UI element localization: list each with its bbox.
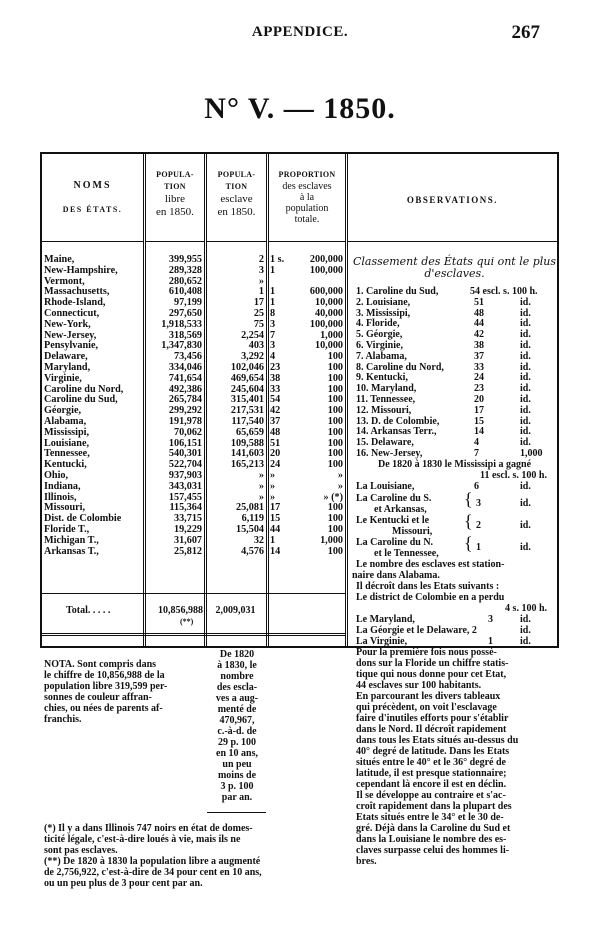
proportion-base: 40,000: [314, 307, 343, 319]
proportion-factor: 14: [270, 545, 281, 557]
proportion-base: 600,000: [309, 286, 343, 298]
nota-line: chies, ou nées de parents af-: [44, 703, 163, 714]
increase-line: en 10 ans,: [216, 748, 258, 759]
slave-population: »: [258, 469, 264, 481]
free-population: 25,812: [173, 545, 202, 557]
slave-population: 25,081: [235, 502, 264, 514]
proportion-factor: 7: [270, 329, 276, 341]
page-number: 267: [511, 22, 540, 43]
slave-population: 217,531: [230, 405, 264, 417]
slave-population: 75: [253, 318, 264, 330]
obs-decline-1: Le Maryland, 3 id.: [356, 613, 531, 625]
floride-line: Pour la première fois nous possé-: [356, 646, 497, 658]
tableaux-line: latitude, il est presque stationnaire;: [356, 767, 507, 779]
running-title: APPENDICE.: [251, 24, 349, 40]
proportion-factor: 1: [270, 297, 276, 309]
proportion-factor: 24: [270, 459, 281, 471]
proportion-base: 100: [327, 372, 343, 384]
increase-line: nombre: [220, 671, 254, 682]
slave-population: 6,119: [241, 513, 264, 525]
free-population: 19,229: [173, 523, 202, 535]
state-name: Indiana,: [44, 480, 81, 492]
free-population: 399,955: [168, 254, 202, 265]
state-name: Virginie,: [44, 372, 82, 384]
free-population: 299,292: [168, 405, 202, 417]
slave-population: 109,588: [230, 437, 264, 449]
increase-line: moins de: [217, 770, 257, 781]
obs-decroit: Il décroît dans les Etats suivants :: [356, 580, 500, 592]
free-population: 280,652: [168, 275, 202, 287]
state-name: Ohio,: [44, 469, 69, 481]
ranking-item: 1. Caroline du Sud, 54 escl. s. 100 h.: [356, 286, 538, 297]
slave-population: 165,213: [230, 459, 264, 471]
obs-paragraph-tableaux: [352, 691, 557, 867]
proportion-factor: 44: [270, 523, 281, 535]
header-observations: OBSERVATIONS.: [406, 195, 499, 205]
ranking-item: 16. New-Jersey, 7 1,000: [356, 447, 543, 459]
free-population: 106,151: [168, 437, 202, 449]
nota-note: [44, 659, 202, 725]
ranking-item: 4. Floride, 44 id.: [356, 318, 531, 330]
total-libre-note: (**): [180, 617, 194, 626]
page-title: N° V. — 1850.: [204, 92, 396, 125]
proportion-factor: 48: [270, 426, 281, 438]
proportion-factor: »: [270, 480, 276, 492]
footnote-line: ou un peu plus de 3 pour cent par an.: [44, 878, 203, 889]
obs-stationnaire-b: naire dans Alabama.: [352, 569, 440, 581]
slave-population: 17: [253, 297, 264, 309]
proportion-factor: 15: [270, 513, 281, 525]
ranking-item: 6. Virginie, 38 id.: [356, 339, 531, 351]
state-name: New-Hampshire,: [44, 264, 118, 276]
nota-line: sonnes de couleur affran-: [44, 692, 152, 703]
proportion-base: 100: [327, 426, 343, 438]
obs-group-1: La Louisiane, 6 id.: [356, 480, 531, 492]
slave-population: »: [258, 491, 264, 503]
free-population: 297,650: [168, 307, 202, 319]
floride-line: dons sur la Floride un chiffre statis-: [356, 657, 509, 669]
proportion-base: 100: [327, 405, 343, 417]
state-name: Connecticut,: [44, 307, 100, 319]
slave-population: 2,254: [241, 329, 264, 341]
state-name: Michigan T.,: [44, 534, 99, 546]
observations: [352, 256, 557, 867]
total-label: Total. . . . .: [66, 605, 111, 616]
tableaux-line: En parcourant les divers tableaux: [356, 690, 501, 702]
ranking-item: 3. Mississipi, 48 id.: [356, 307, 531, 319]
total-libre: 10,856,988: [158, 605, 203, 616]
esclave-column: [207, 255, 264, 557]
obs-stationnaire-a: Le nombre des esclaves est station-: [356, 558, 505, 570]
proportion-base: 100: [327, 448, 343, 460]
proportion-factor: 54: [270, 394, 281, 406]
total-esclave: 2,009,031: [215, 605, 256, 616]
footnote-population: [44, 856, 344, 889]
tableaux-line: bres.: [356, 855, 377, 867]
free-population: 1,347,830: [161, 340, 202, 352]
tableaux-line: qui précèdent, on voit l'esclavage: [356, 701, 497, 713]
increase-note: [208, 649, 266, 803]
state-name: Dist. de Colombie: [44, 513, 122, 525]
proportion-factor: »: [270, 491, 276, 503]
increase-line: à 1830, le: [217, 660, 257, 671]
proportion-base: 100,000: [309, 318, 343, 330]
proportion-factor: 42: [270, 405, 281, 417]
proportion-factor: 1 s.: [270, 254, 285, 265]
obs-group-2: La Caroline du S. et Arkansas, { 3 id.: [356, 488, 531, 515]
footnote-line: sont pas esclaves.: [44, 845, 118, 856]
state-name: Mississipi,: [44, 426, 90, 438]
free-population: 318,569: [168, 329, 202, 341]
state-name: Maryland,: [44, 361, 91, 373]
slave-population: 32: [253, 534, 264, 546]
tableaux-line: dans la Louisiane le nombre des es-: [356, 833, 507, 845]
proportion-base: 100: [327, 502, 343, 514]
free-population: 522,704: [168, 459, 202, 471]
free-population: 33,715: [173, 513, 202, 525]
header-pop-esclave: POPULA- TION esclave en 1850.: [217, 170, 256, 218]
observations-heading: Classement des États qui ont le plus d'esclaves.: [352, 255, 557, 280]
ranking-item: 9. Kentucki, 24 id.: [356, 372, 531, 384]
increase-line: 470,967,: [219, 715, 255, 726]
increase-line: un peu: [222, 759, 252, 770]
header-pop-libre: POPULA- TION libre en 1850.: [156, 170, 194, 218]
obs-decline-3: La Virginie, 1 id.: [356, 635, 531, 647]
footnote-line: de 2,756,922, c'est-à-dire de 34 pour cent en 10 ans,: [44, 867, 262, 878]
obs-decline-2: La Géorgie et le Delaware, 2 id.: [356, 624, 531, 636]
state-name: Tennessee,: [44, 448, 90, 460]
state-name: Géorgie,: [44, 405, 82, 417]
proportion-base: 100: [327, 415, 343, 427]
free-population: 157,455: [168, 491, 202, 503]
proportion-factor: 3: [270, 318, 276, 330]
obs-colombie-b: 4 s. 100 h.: [505, 602, 547, 614]
proportion-base: 1,000: [320, 329, 343, 341]
proportion-base: »: [337, 480, 343, 492]
slave-population: 245,604: [230, 383, 264, 395]
ranking-item: 7. Alabama, 37 id.: [356, 350, 531, 362]
tableaux-line: faire d'inutiles efforts pour s'établir: [356, 712, 509, 724]
proportion-factor: 37: [270, 415, 281, 427]
slave-population: 25: [253, 307, 264, 319]
free-population: 540,301: [168, 448, 202, 460]
increase-line: par an.: [221, 792, 253, 803]
obs-paragraph-floride: [352, 647, 557, 691]
proportion-base: 100: [327, 361, 343, 373]
proportion-factor: 20: [270, 448, 281, 460]
proportion-factor: 17: [270, 502, 281, 514]
states-column: [44, 255, 143, 557]
free-population: 343,031: [168, 480, 202, 492]
obs-group-3: Le Kentucki et le Missouri, { 2 id.: [356, 510, 531, 537]
proportion-base: 100: [327, 513, 343, 525]
proportion-factor: 1: [270, 534, 276, 546]
proportion-base: 200,000: [309, 254, 343, 265]
increase-line: 29 p. 100: [217, 737, 257, 748]
free-population: 492,386: [168, 383, 202, 395]
proportion-base: 100: [327, 394, 343, 406]
state-name: Arkansas T.,: [44, 545, 99, 557]
libre-column: [146, 255, 202, 557]
slave-population: 315,401: [230, 394, 264, 406]
tableaux-line: Etats situés entre le 34° et le 30 de-: [356, 811, 504, 823]
footnote-line: (**) De 1820 à 1830 la population libre a augmenté: [44, 856, 261, 867]
increase-line: ves a aug-: [215, 693, 259, 704]
footnote-line: ticité légale, c'est-à-dire loués à vie, mais ils ne: [44, 834, 241, 845]
proportion-factor-column: [270, 255, 294, 557]
state-name: New-York,: [44, 318, 91, 330]
state-name: Floride T.,: [44, 523, 90, 535]
tableaux-line: gré. Déjà dans la Caroline du Sud et: [356, 822, 511, 834]
slave-population: 102,046: [230, 361, 264, 373]
proportion-factor: 1: [270, 264, 276, 276]
obs-group-4: La Caroline du N. et le Tennessee, { 1 id.: [356, 532, 531, 559]
proportion-base: 100: [327, 437, 343, 449]
increase-line: menté de: [217, 704, 257, 715]
slave-population: 469,654: [230, 372, 264, 384]
state-name: Caroline du Sud,: [44, 394, 118, 406]
increase-line: De 1820: [219, 649, 255, 660]
tableaux-line: croît rapidement dans la plupart des: [356, 800, 512, 812]
free-population: 1,918,533: [161, 318, 202, 330]
slave-population: »: [258, 480, 264, 492]
proportion-base: 100: [327, 351, 343, 363]
proportion-factor: 51: [270, 437, 281, 449]
ranking-item: 14. Arkansas Terr., 14 id.: [356, 426, 531, 438]
proportion-base: 100: [327, 545, 343, 557]
slave-population: 117,540: [231, 415, 264, 427]
free-population: 70,062: [173, 426, 202, 438]
proportion-base: 100: [327, 459, 343, 471]
ranking-item: 11. Tennessee, 20 id.: [356, 393, 531, 405]
slave-population: 4,576: [241, 545, 264, 557]
obs-1820-b: 11 escl. s. 100 h.: [480, 469, 547, 481]
increase-line: des escla-: [216, 682, 258, 693]
state-name: Maine,: [44, 254, 75, 265]
free-population: 334,046: [168, 361, 202, 373]
slave-population: 1: [258, 286, 264, 298]
floride-line: 44 esclaves sur 100 habitants.: [356, 679, 482, 691]
proportion-factor: 33: [270, 383, 281, 395]
nota-line: le chiffre de 10,856,988 de la: [44, 670, 165, 681]
free-population: 610,408: [168, 286, 202, 298]
free-population: 937,903: [168, 469, 202, 481]
state-name: Pensylvanie,: [44, 340, 99, 352]
state-name: Missouri,: [44, 502, 86, 514]
state-name: Massachusetts,: [44, 286, 110, 298]
free-population: 191,978: [168, 415, 202, 427]
slave-population: 15,504: [235, 523, 264, 535]
slave-population: 3,292: [241, 351, 264, 363]
tableaux-line: situés entre le 40° et le 36° degré de: [356, 756, 506, 768]
ranking-item: 8. Caroline du Nord, 33 id.: [356, 361, 531, 373]
proportion-base: 10,000: [314, 297, 343, 309]
ranking-item: 10. Maryland, 23 id.: [356, 383, 531, 395]
tableaux-line: dans tous les Etats situés au-dessus du: [356, 734, 519, 746]
slave-population: »: [258, 275, 264, 287]
free-population: 289,328: [168, 264, 202, 276]
tableaux-line: 40° degré de latitude. Dans les Etats: [356, 745, 510, 757]
proportion-factor: 23: [270, 361, 281, 373]
proportion-factor: 1: [270, 286, 276, 298]
tableaux-line: claves surpasse celui des hommes li-: [356, 844, 510, 856]
proportion-factor: 4: [270, 351, 276, 363]
free-population: 97,199: [173, 297, 202, 309]
obs-1820-a: De 1820 à 1830 le Mississipi a gagné: [377, 458, 532, 470]
nota-line: franchis.: [44, 714, 82, 725]
state-name: Louisiane,: [44, 437, 90, 449]
free-population: 741,654: [168, 372, 202, 384]
free-population: 265,784: [168, 394, 202, 406]
state-name: Vermont,: [44, 275, 85, 287]
increase-line: c.-à-d. de: [217, 726, 257, 737]
proportion-base-column: [292, 255, 343, 557]
ranking-item: 13. D. de Colombie, 15 id.: [356, 415, 531, 427]
proportion-factor: 38: [270, 372, 281, 384]
proportion-factor: »: [270, 469, 276, 481]
floride-line: tique qui nous donne pour cet Etat,: [356, 668, 507, 680]
slave-population: 2: [258, 254, 264, 265]
header-proportion: PROPORTION des esclaves à la population totale.: [278, 170, 336, 225]
free-population: 73,456: [173, 351, 202, 363]
state-name: Alabama,: [44, 415, 87, 427]
slave-population: 141,603: [230, 448, 264, 460]
increase-line: 3 p. 100: [220, 781, 254, 792]
slave-population: 65,659: [235, 426, 264, 438]
free-population: 115,364: [169, 502, 202, 514]
footnote-line: (*) Il y a dans Illinois 747 noirs en état de domes-: [44, 823, 253, 834]
proportion-base: 100,000: [309, 264, 343, 276]
state-name: Caroline du Nord,: [44, 383, 124, 395]
proportion-base: »: [337, 469, 343, 481]
proportion-factor: 8: [270, 307, 276, 319]
slave-population: 403: [248, 340, 264, 352]
free-population: 31,607: [173, 534, 202, 546]
header-noms: NOMS DES ÉTATS.: [62, 180, 123, 214]
slave-population: 3: [258, 264, 264, 276]
ranking-list: [352, 286, 557, 459]
tableaux-line: Il se développe au contraire et s'ac-: [356, 789, 506, 801]
proportion-base: 100: [327, 383, 343, 395]
state-name: New-Jersey,: [44, 329, 97, 341]
ranking-item: 15. Delaware, 4 id.: [356, 437, 531, 449]
tableaux-line: cependant là encore il est en déclin.: [356, 778, 507, 790]
increase-rule: [207, 812, 266, 813]
nota-line: NOTA. Sont compris dans: [44, 659, 157, 670]
proportion-base: 10,000: [314, 340, 343, 352]
proportion-factor: 3: [270, 340, 276, 352]
ranking-item: 2. Louisiane, 51 id.: [356, 296, 531, 308]
obs-colombie-a: Le district de Colombie en a perdu: [356, 591, 505, 603]
footnote-illinois: [44, 823, 344, 856]
state-name: Kentucki,: [44, 459, 87, 471]
state-name: Illinois,: [44, 491, 77, 503]
nota-line: population libre 319,599 per-: [44, 681, 168, 692]
tableaux-line: dans le Nord. Il décroît rapidement: [356, 723, 507, 735]
state-name: Delaware,: [44, 351, 88, 363]
proportion-base: 100: [327, 523, 343, 535]
state-name: Rhode-Island,: [44, 297, 106, 309]
ranking-item: 5. Géorgie, 42 id.: [356, 329, 531, 341]
ranking-item: 12. Missouri, 17 id.: [356, 404, 531, 416]
proportion-base: » (*): [323, 491, 343, 503]
proportion-base: 1,000: [320, 534, 343, 546]
